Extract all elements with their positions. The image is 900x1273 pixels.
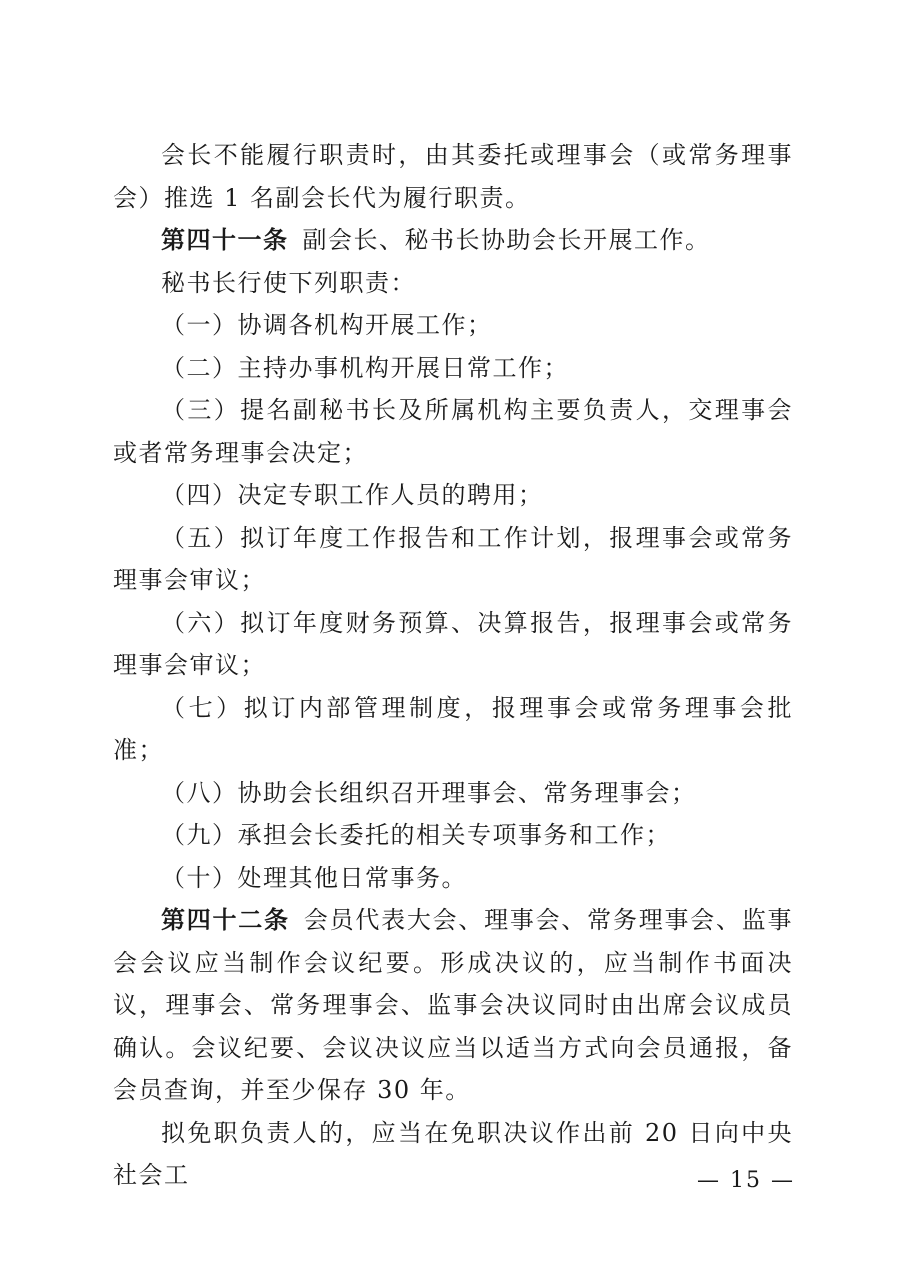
article-number: 第四十二条 [161, 906, 290, 934]
list-item: （四）决定专职工作人员的聘用； [161, 481, 544, 509]
list-item: （二）主持办事机构开展日常工作； [161, 353, 569, 382]
paragraph-last: 拟免职负责人的，应当在免职决议作出前 20 日向中央社会工 [113, 1118, 793, 1189]
list-item: （十）处理其他日常事务。 [161, 863, 467, 892]
paragraph-1: 会长不能履行职责时，由其委托或理事会（或常务理事会）推选 1 名副会长代为履行职责。 [113, 141, 793, 212]
article-number: 第四十一条 [161, 226, 289, 254]
list-item: （一）协调各机构开展工作； [161, 311, 493, 339]
list-item: （五）拟订年度工作报告和工作计划，报理事会或常务理事会审议； [113, 523, 793, 594]
paragraph-2: 第四十一条 副会长、秘书长协助会长开展工作。 [161, 226, 711, 254]
list-item: （七）拟订内部管理制度，报理事会或常务理事会批准； [113, 693, 793, 764]
list-item: （六）拟订年度财务预算、决算报告，报理事会或常务理事会审议； [113, 608, 793, 679]
paragraph-3: 秘书长行使下列职责： [161, 268, 416, 297]
paragraph-article-42: 第四十二条 会员代表大会、理事会、常务理事会、监事会会议应当制作会议纪要。形成决议的，应当制作书面决议，理事会、常务理事会、监事会决议同时由出席会议成员确认。会议纪要、会议决议应当以适当方式向会员通报，备会员查询，并至少保存 30 年。 [113, 906, 794, 1104]
document-body [113, 134, 793, 1197]
list-item: （九）承担会长委托的相关专项事务和工作； [161, 821, 671, 849]
list-item: （三）提名副秘书长及所属机构主要负责人，交理事会或者常务理事会决定； [113, 396, 793, 467]
page-number: — 15 — [697, 1168, 795, 1193]
list-item: （八）协助会长组织召开理事会、常务理事会； [161, 778, 697, 807]
